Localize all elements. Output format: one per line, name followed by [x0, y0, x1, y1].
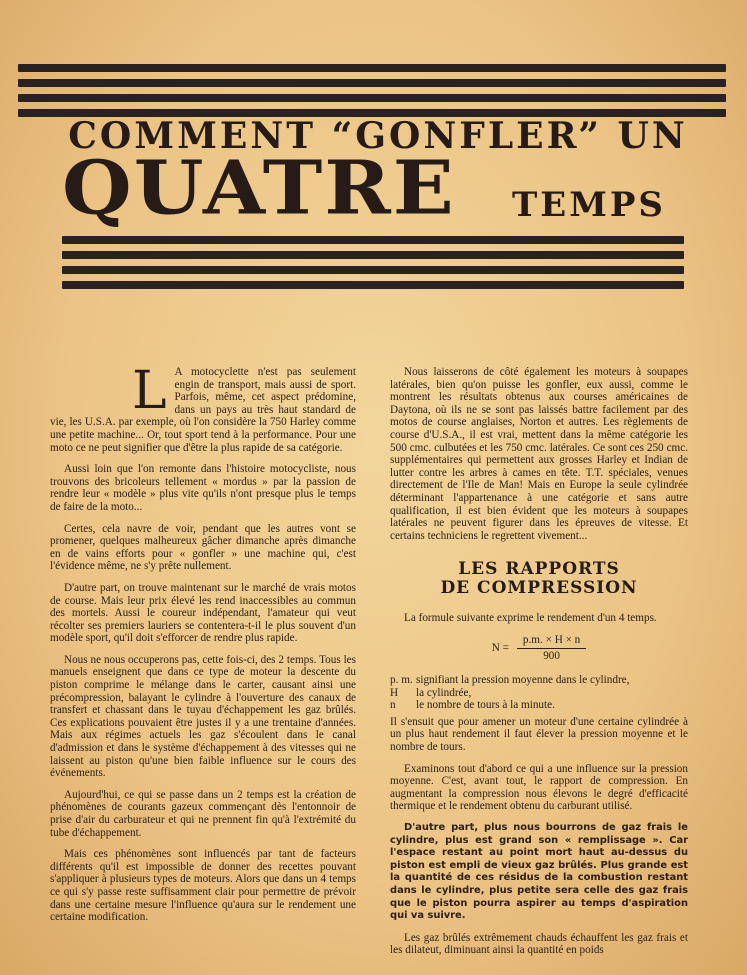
section-title: LES RAPPORTS DE COMPRESSION [440, 559, 638, 599]
definition-row: p. m. signifiant la pression moyenne dans le cylindre, [390, 674, 630, 687]
headline-temps: TEMPS [512, 185, 666, 225]
formula-intro: La formule suivante exprime le rendement d'un 4 temps. [404, 612, 657, 625]
formula-lhs: N = [491, 641, 509, 654]
formula-numerator: p.m. × H × n [517, 634, 586, 649]
article-column-right [390, 366, 688, 966]
article-paragraph: Mais ces phénomènes sont influencés par tant de facteurs différents qu'il est impossible de donner des recettes pouvant s'appliquer à plusieurs types de moteurs. Alors que dans un 4 temps ce qui s'y passe reste suffisamment clair pour permettre de prévoir dans une certaine mesure l'influence qu'aura sur le rendement une certaine modification. [50, 848, 356, 924]
definition-list [390, 674, 688, 712]
article-paragraph: Il s'ensuit que pour amener un moteur d'une certaine cylindrée à un plus haut rendement il faut élever la pression moyenne et le nombre de tours. [390, 715, 688, 754]
article-column-left [50, 361, 356, 933]
formula [390, 634, 688, 662]
definition-row: H la cylindrée, [390, 686, 472, 699]
headline-line1: COMMENT “GONFLER” UN [68, 115, 688, 157]
article-paragraph: Examinons tout d'abord ce qui a une influence sur la pression moyenne. C'est, avant tout, le rapport de compression. En augmentant la compression nous élevons le degré d'efficacité thermique et le rendement obtenu du carburant utilisé. [390, 762, 688, 813]
decorative-stripes-bottom [62, 236, 684, 296]
article-paragraph: D'autre part, on trouve maintenant sur le marché de vrais motos de course. Mais leur prix élevé les rend inaccessibles au commun des mortels. Aussi le coureur indépendant, l'amateur qui veut récolter ses premiers lauriers se contentera-t-il le plus souvent d'un modèle sport, qu'il doit s'efforcer de rendre plus rapide. [50, 581, 356, 645]
article-paragraph: Certes, cela navre de voir, pendant que les autres vont se promener, quelques malheureux gâcher dimanche après dimanche en de vains efforts pour « gonfler » une machine qui, c'est l'évidence même, ne s'y prête nullement. [50, 522, 356, 573]
definition-row: n le nombre de tours à la minute. [390, 699, 555, 712]
bold-paragraph: D'autre part, plus nous bourrons de gaz frais le cylindre, plus est grand son « remplissage ». Car l'espace restant au point mort haut au-dessus du piston est empli de vieux gaz brûlés. Plus grande est la quantité de ces résidus de la combustion restant dans le cylindre, plus petite sera celle des gaz frais que le piston pourra aspirer au temps d'aspiration qui va suivre. [390, 822, 688, 922]
article-paragraph: Les gaz brûlés extrêmement chauds échauffent les gaz frais et les dilateut, diminuant ainsi la quantité en poids [390, 931, 688, 957]
article-paragraph: Nous ne nous occuperons pas, cette fois-ci, des 2 temps. Tous les manuels enseignent que dans ce type de moteur la descente du piston comprime le mélange dans le carter, causant ainsi une précompression, balayant le cylindre à l'ouverture des canaux de transfert et chassant dans le tuyau d'échappement les gaz brûlés. Ces explications pouvaient être justes il y a une trentaine d'années. Mais aux régimes actuels les gaz s'écoulent dans le canal d'admission et dans le système d'échappement à des vitesses qui ne laissent au piston qu'une bien faible influence sur le cours des événements. [50, 653, 356, 780]
article-paragraph: Aussi loin que l'on remonte dans l'histoire motocycliste, nous trouvons des bricoleurs tellement « mordus » par la passion de rendre leur « modèle » plus vite qu'ils n'ont presque plus le temps de faire de la moto... [50, 463, 356, 513]
article-paragraph: Aujourd'hui, ce qui se passe dans un 2 temps est la création de phénomènes de courants gazeux commençant dès l'entonnoir de prise d'air du carburateur et qui ne prennent fin qu'à l'extrémité du tube d'échappement. [50, 788, 356, 839]
drop-cap: L [132, 361, 167, 421]
article-paragraph: Nous laisserons de côté également les moteurs à soupapes latérales, bien qu'on puisse les gonfler, eux aussi, comme le montrent les résultats obtenus aux courses américaines de Daytona, où ils ne se sont pas laissés battre facilement par des motos de course anglaises, Norton et autres. Les règlements de course d'U.S.A., il est vrai, mettent dans la même catégorie les 500 cmc. culbutées et les 750 cmc. latérales. Ce sont ces 250 cmc. supplémentaires qui permettent aux grosses Harley et Indian de lutter contre les arbres à cames en tête. T.T. spéciales, venues directement de l'Ile de Man! Mais en Europe la seule cylindrée déterminant l'appartenance à une catégorie et sans autre qualification, il est bien évident que les moteurs à soupapes latérales ne peuvent figurer dans les épreuves de vitesse. Et certains techniciens le regrettent vivement... [390, 366, 688, 542]
headline-quatre: QUATRE [62, 144, 456, 231]
formula-denominator: 900 [543, 649, 560, 662]
paragraph-intro: L A motocyclette n'est pas seulement engin de transport, mais aussi de sport. Parfois, même, cet aspect prédomine, dans un pays au très haut standard de vie, les U.S.A. par exemple, où l'on considère la 750 Harley comme une petite machine... Or, tout sport tend à la performance. Pour une moto ce ne peut signifier que d'être la plus rapide de sa catégorie. [50, 361, 356, 454]
